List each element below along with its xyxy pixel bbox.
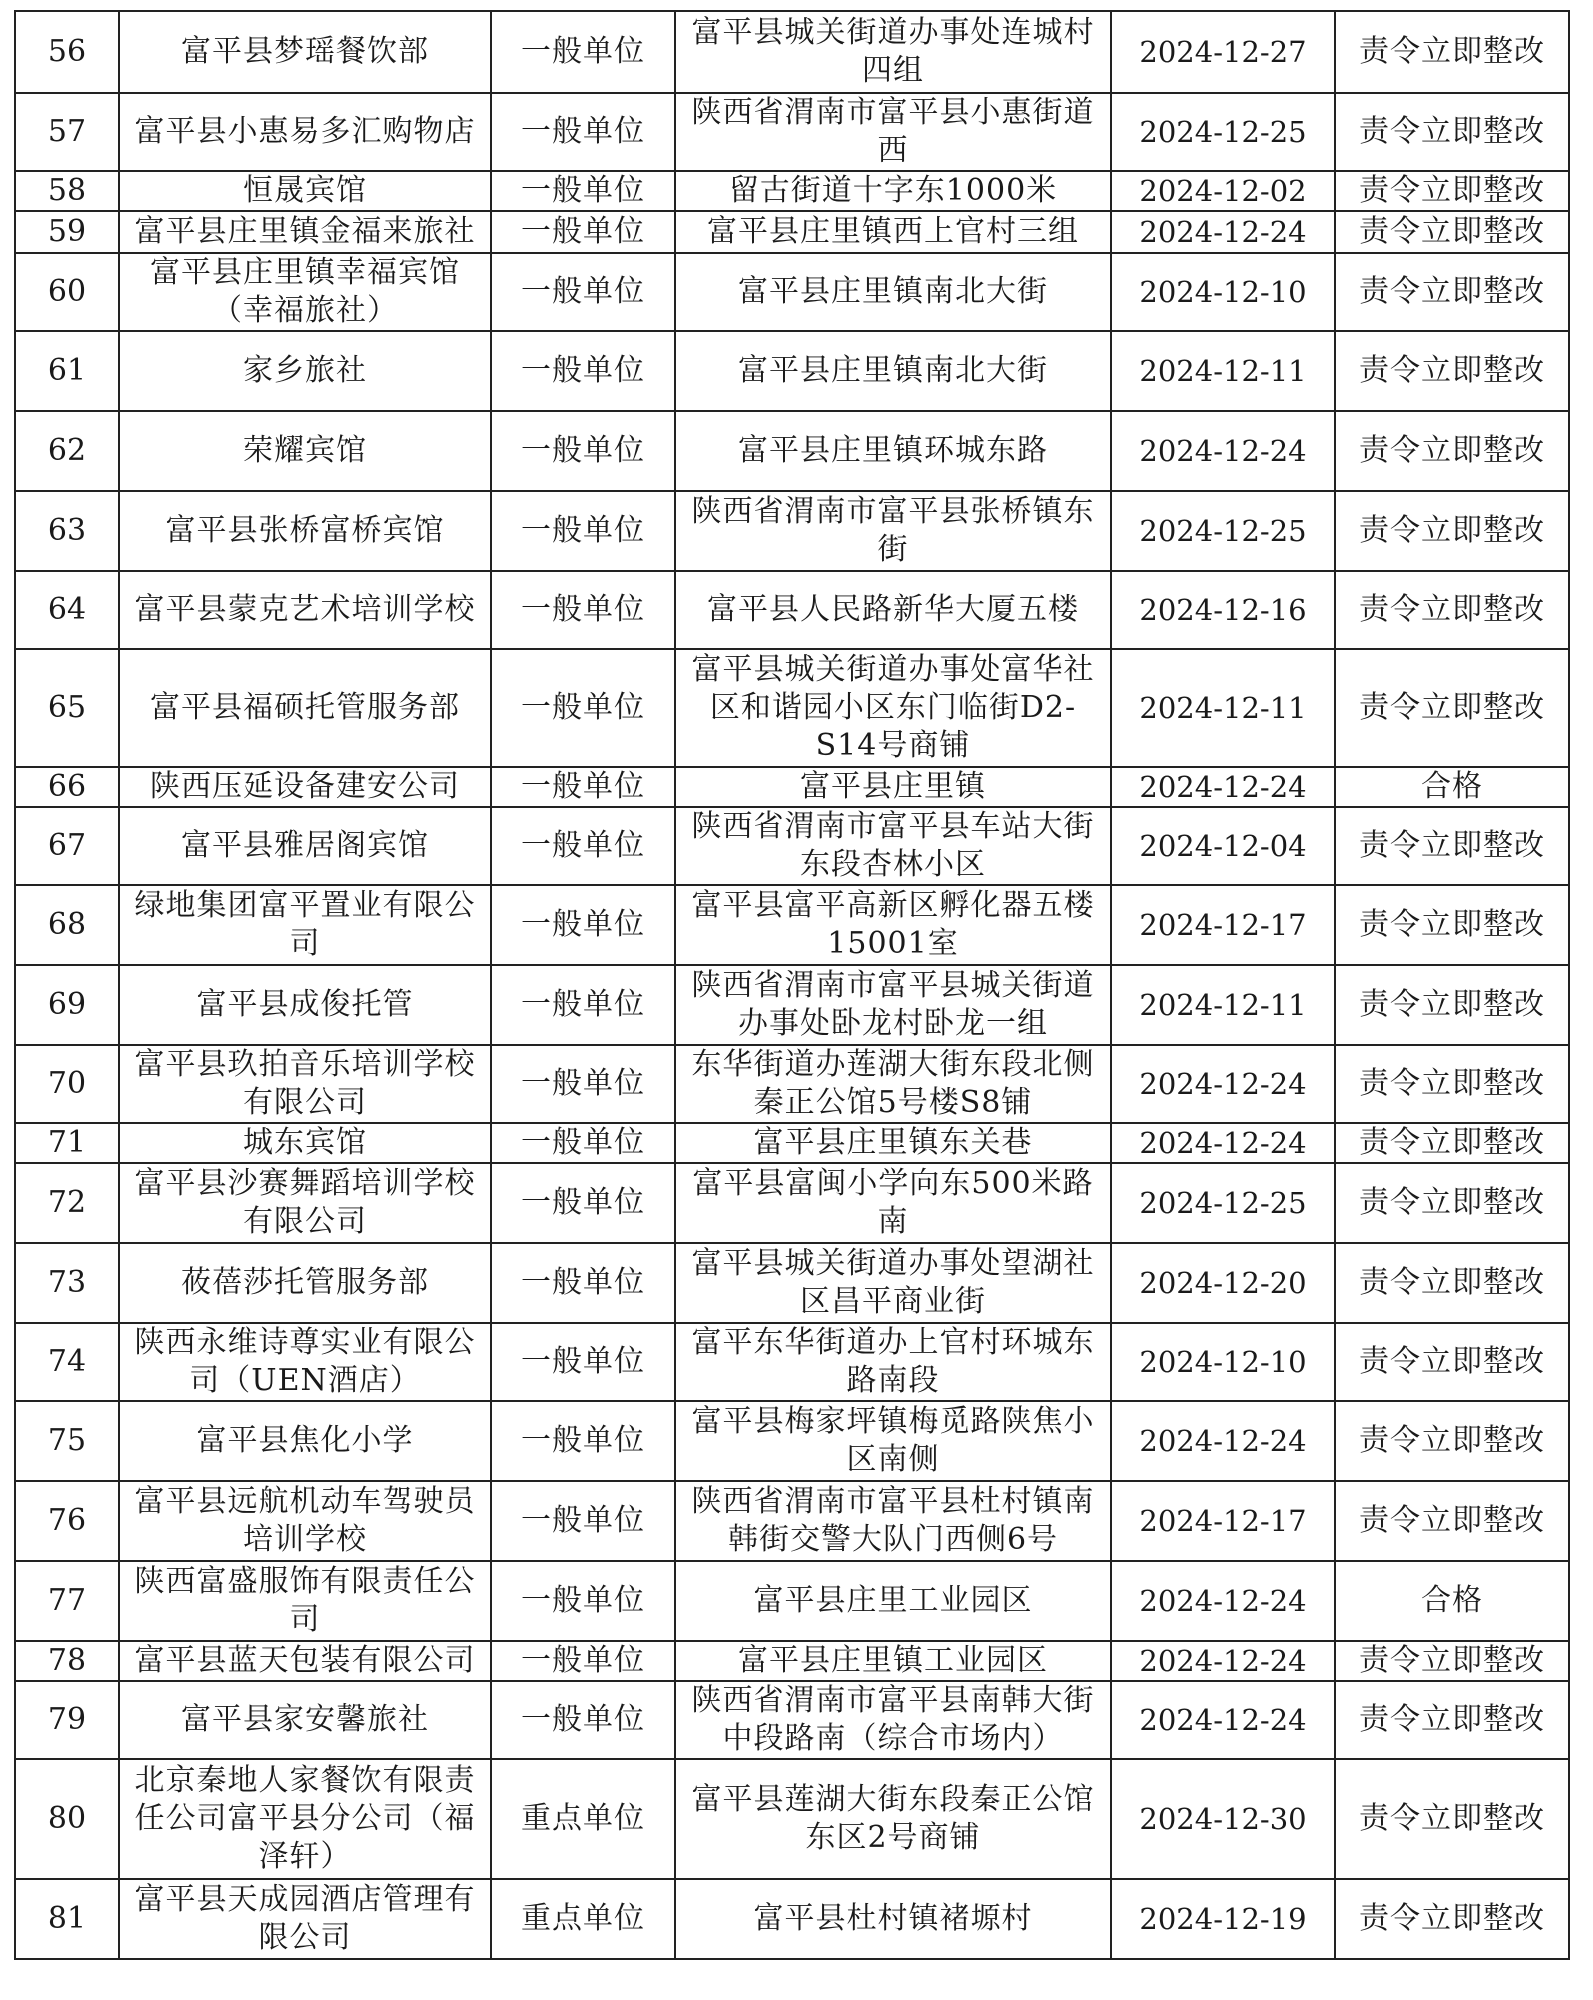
unit-name: 陕西富盛服饰有限责任公司 bbox=[119, 1561, 491, 1641]
unit-address: 富平县城关街道办事处连城村四组 bbox=[675, 11, 1111, 93]
table-row bbox=[15, 1879, 1569, 1959]
unit-name: 富平县梦瑶餐饮部 bbox=[119, 11, 491, 93]
inspection-result: 责令立即整改 bbox=[1335, 171, 1569, 211]
inspection-result: 责令立即整改 bbox=[1335, 411, 1569, 491]
unit-address: 富平县城关街道办事处望湖社区昌平商业街 bbox=[675, 1243, 1111, 1323]
inspection-date: 2024-12-25 bbox=[1111, 491, 1335, 571]
inspection-date: 2024-12-24 bbox=[1111, 1401, 1335, 1481]
row-number: 66 bbox=[15, 767, 119, 807]
unit-address: 富平县庄里镇西上官村三组 bbox=[675, 211, 1111, 253]
unit-address: 富平县梅家坪镇梅觅路陕焦小区南侧 bbox=[675, 1401, 1111, 1481]
inspection-table-page bbox=[14, 10, 1568, 1960]
table-row bbox=[15, 767, 1569, 807]
table-row bbox=[15, 411, 1569, 491]
row-number: 70 bbox=[15, 1045, 119, 1123]
unit-type: 一般单位 bbox=[491, 171, 675, 211]
row-number: 72 bbox=[15, 1163, 119, 1243]
table-row bbox=[15, 807, 1569, 885]
inspection-result: 责令立即整改 bbox=[1335, 1481, 1569, 1561]
unit-type: 一般单位 bbox=[491, 807, 675, 885]
row-number: 64 bbox=[15, 571, 119, 649]
inspection-date: 2024-12-11 bbox=[1111, 331, 1335, 411]
inspection-result: 责令立即整改 bbox=[1335, 1879, 1569, 1959]
inspection-result: 责令立即整改 bbox=[1335, 211, 1569, 253]
unit-address: 留古街道十字东1000米 bbox=[675, 171, 1111, 211]
inspection-result: 责令立即整改 bbox=[1335, 649, 1569, 767]
unit-name: 富平县沙赛舞蹈培训学校有限公司 bbox=[119, 1163, 491, 1243]
unit-name: 荣耀宾馆 bbox=[119, 411, 491, 491]
inspection-result: 合格 bbox=[1335, 1561, 1569, 1641]
row-number: 75 bbox=[15, 1401, 119, 1481]
inspection-date: 2024-12-10 bbox=[1111, 1323, 1335, 1401]
unit-name: 富平县天成园酒店管理有限公司 bbox=[119, 1879, 491, 1959]
table-row bbox=[15, 11, 1569, 93]
row-number: 58 bbox=[15, 171, 119, 211]
inspection-date: 2024-12-25 bbox=[1111, 1163, 1335, 1243]
row-number: 65 bbox=[15, 649, 119, 767]
unit-type: 重点单位 bbox=[491, 1759, 675, 1879]
inspection-date: 2024-12-25 bbox=[1111, 93, 1335, 171]
inspection-date: 2024-12-10 bbox=[1111, 253, 1335, 331]
inspection-date: 2024-12-24 bbox=[1111, 767, 1335, 807]
unit-name: 绿地集团富平置业有限公司 bbox=[119, 885, 491, 965]
unit-address: 富平县富闽小学向东500米路南 bbox=[675, 1163, 1111, 1243]
table-row bbox=[15, 171, 1569, 211]
table-row bbox=[15, 1123, 1569, 1163]
unit-type: 一般单位 bbox=[491, 1481, 675, 1561]
table-row bbox=[15, 649, 1569, 767]
row-number: 69 bbox=[15, 965, 119, 1045]
unit-type: 一般单位 bbox=[491, 1243, 675, 1323]
table-row bbox=[15, 1561, 1569, 1641]
row-number: 68 bbox=[15, 885, 119, 965]
table-row bbox=[15, 331, 1569, 411]
inspection-result: 责令立即整改 bbox=[1335, 491, 1569, 571]
inspection-date: 2024-12-16 bbox=[1111, 571, 1335, 649]
inspection-date: 2024-12-24 bbox=[1111, 1641, 1335, 1681]
table-row bbox=[15, 885, 1569, 965]
unit-address: 富平县庄里镇南北大街 bbox=[675, 253, 1111, 331]
inspection-result: 责令立即整改 bbox=[1335, 1681, 1569, 1759]
unit-name: 陕西永维诗尊实业有限公司（UEN酒店） bbox=[119, 1323, 491, 1401]
unit-type: 一般单位 bbox=[491, 411, 675, 491]
row-number: 63 bbox=[15, 491, 119, 571]
inspection-result: 责令立即整改 bbox=[1335, 1641, 1569, 1681]
table-row bbox=[15, 1481, 1569, 1561]
unit-type: 一般单位 bbox=[491, 1681, 675, 1759]
unit-type: 重点单位 bbox=[491, 1879, 675, 1959]
row-number: 57 bbox=[15, 93, 119, 171]
inspection-table bbox=[14, 10, 1570, 1960]
unit-type: 一般单位 bbox=[491, 649, 675, 767]
inspection-date: 2024-12-24 bbox=[1111, 211, 1335, 253]
table-row bbox=[15, 1401, 1569, 1481]
unit-name: 北京秦地人家餐饮有限责任公司富平县分公司（福泽轩） bbox=[119, 1759, 491, 1879]
unit-type: 一般单位 bbox=[491, 1641, 675, 1681]
unit-type: 一般单位 bbox=[491, 1123, 675, 1163]
row-number: 67 bbox=[15, 807, 119, 885]
unit-name: 富平县庄里镇金福来旅社 bbox=[119, 211, 491, 253]
inspection-date: 2024-12-11 bbox=[1111, 965, 1335, 1045]
unit-type: 一般单位 bbox=[491, 331, 675, 411]
row-number: 61 bbox=[15, 331, 119, 411]
inspection-result: 责令立即整改 bbox=[1335, 1045, 1569, 1123]
table-row bbox=[15, 1759, 1569, 1879]
inspection-date: 2024-12-02 bbox=[1111, 171, 1335, 211]
unit-address: 富平县富平高新区孵化器五楼15001室 bbox=[675, 885, 1111, 965]
inspection-date: 2024-12-19 bbox=[1111, 1879, 1335, 1959]
unit-name: 城东宾馆 bbox=[119, 1123, 491, 1163]
unit-address: 富平县杜村镇褚塬村 bbox=[675, 1879, 1111, 1959]
inspection-date: 2024-12-24 bbox=[1111, 1123, 1335, 1163]
unit-name: 家乡旅社 bbox=[119, 331, 491, 411]
row-number: 78 bbox=[15, 1641, 119, 1681]
inspection-result: 责令立即整改 bbox=[1335, 1323, 1569, 1401]
unit-address: 富平县人民路新华大厦五楼 bbox=[675, 571, 1111, 649]
unit-address: 东华街道办莲湖大街东段北侧秦正公馆5号楼S8铺 bbox=[675, 1045, 1111, 1123]
unit-name: 莜蓓莎托管服务部 bbox=[119, 1243, 491, 1323]
table-row bbox=[15, 1163, 1569, 1243]
table-row bbox=[15, 1641, 1569, 1681]
unit-address: 陕西省渭南市富平县杜村镇南韩街交警大队门西侧6号 bbox=[675, 1481, 1111, 1561]
unit-address: 陕西省渭南市富平县小惠街道西 bbox=[675, 93, 1111, 171]
unit-name: 富平县张桥富桥宾馆 bbox=[119, 491, 491, 571]
inspection-result: 责令立即整改 bbox=[1335, 93, 1569, 171]
inspection-date: 2024-12-27 bbox=[1111, 11, 1335, 93]
row-number: 74 bbox=[15, 1323, 119, 1401]
inspection-date: 2024-12-30 bbox=[1111, 1759, 1335, 1879]
inspection-result: 责令立即整改 bbox=[1335, 1759, 1569, 1879]
unit-address: 陕西省渭南市富平县车站大街东段杏林小区 bbox=[675, 807, 1111, 885]
table-row bbox=[15, 93, 1569, 171]
unit-name: 富平县福硕托管服务部 bbox=[119, 649, 491, 767]
table-row bbox=[15, 1323, 1569, 1401]
row-number: 60 bbox=[15, 253, 119, 331]
inspection-date: 2024-12-17 bbox=[1111, 1481, 1335, 1561]
inspection-result: 责令立即整改 bbox=[1335, 571, 1569, 649]
inspection-date: 2024-12-20 bbox=[1111, 1243, 1335, 1323]
inspection-result: 责令立即整改 bbox=[1335, 1401, 1569, 1481]
inspection-result: 责令立即整改 bbox=[1335, 1243, 1569, 1323]
unit-name: 富平县庄里镇幸福宾馆（幸福旅社） bbox=[119, 253, 491, 331]
unit-address: 陕西省渭南市富平县城关街道办事处卧龙村卧龙一组 bbox=[675, 965, 1111, 1045]
unit-address: 富平县庄里镇南北大街 bbox=[675, 331, 1111, 411]
unit-name: 富平县蒙克艺术培训学校 bbox=[119, 571, 491, 649]
unit-address: 富平县城关街道办事处富华社区和谐园小区东门临街D2-S14号商铺 bbox=[675, 649, 1111, 767]
unit-type: 一般单位 bbox=[491, 1323, 675, 1401]
row-number: 76 bbox=[15, 1481, 119, 1561]
table-row bbox=[15, 571, 1569, 649]
unit-address: 陕西省渭南市富平县张桥镇东街 bbox=[675, 491, 1111, 571]
unit-address: 富平县庄里镇东关巷 bbox=[675, 1123, 1111, 1163]
inspection-date: 2024-12-24 bbox=[1111, 1681, 1335, 1759]
row-number: 62 bbox=[15, 411, 119, 491]
unit-type: 一般单位 bbox=[491, 571, 675, 649]
table-row bbox=[15, 965, 1569, 1045]
unit-address: 富平县庄里工业园区 bbox=[675, 1561, 1111, 1641]
inspection-result: 合格 bbox=[1335, 767, 1569, 807]
table-body bbox=[15, 11, 1569, 1959]
unit-address: 富平县庄里镇 bbox=[675, 767, 1111, 807]
table-row bbox=[15, 1045, 1569, 1123]
inspection-result: 责令立即整改 bbox=[1335, 807, 1569, 885]
unit-type: 一般单位 bbox=[491, 885, 675, 965]
table-row bbox=[15, 491, 1569, 571]
inspection-result: 责令立即整改 bbox=[1335, 331, 1569, 411]
inspection-date: 2024-12-24 bbox=[1111, 1561, 1335, 1641]
row-number: 81 bbox=[15, 1879, 119, 1959]
inspection-date: 2024-12-11 bbox=[1111, 649, 1335, 767]
unit-type: 一般单位 bbox=[491, 211, 675, 253]
inspection-date: 2024-12-04 bbox=[1111, 807, 1335, 885]
row-number: 56 bbox=[15, 11, 119, 93]
table-row bbox=[15, 1243, 1569, 1323]
inspection-result: 责令立即整改 bbox=[1335, 885, 1569, 965]
unit-name: 陕西压延设备建安公司 bbox=[119, 767, 491, 807]
inspection-date: 2024-12-24 bbox=[1111, 411, 1335, 491]
unit-type: 一般单位 bbox=[491, 767, 675, 807]
unit-type: 一般单位 bbox=[491, 11, 675, 93]
unit-name: 富平县远航机动车驾驶员培训学校 bbox=[119, 1481, 491, 1561]
row-number: 59 bbox=[15, 211, 119, 253]
unit-type: 一般单位 bbox=[491, 1561, 675, 1641]
unit-name: 富平县焦化小学 bbox=[119, 1401, 491, 1481]
unit-name: 富平县玖拍音乐培训学校有限公司 bbox=[119, 1045, 491, 1123]
unit-address: 富平东华街道办上官村环城东路南段 bbox=[675, 1323, 1111, 1401]
inspection-result: 责令立即整改 bbox=[1335, 253, 1569, 331]
unit-address: 富平县庄里镇工业园区 bbox=[675, 1641, 1111, 1681]
inspection-date: 2024-12-24 bbox=[1111, 1045, 1335, 1123]
table-row bbox=[15, 253, 1569, 331]
row-number: 79 bbox=[15, 1681, 119, 1759]
row-number: 77 bbox=[15, 1561, 119, 1641]
unit-type: 一般单位 bbox=[491, 1401, 675, 1481]
inspection-result: 责令立即整改 bbox=[1335, 1163, 1569, 1243]
unit-name: 富平县成俊托管 bbox=[119, 965, 491, 1045]
inspection-result: 责令立即整改 bbox=[1335, 1123, 1569, 1163]
unit-type: 一般单位 bbox=[491, 1045, 675, 1123]
unit-address: 陕西省渭南市富平县南韩大街中段路南（综合市场内） bbox=[675, 1681, 1111, 1759]
unit-address: 富平县庄里镇环城东路 bbox=[675, 411, 1111, 491]
inspection-date: 2024-12-17 bbox=[1111, 885, 1335, 965]
row-number: 80 bbox=[15, 1759, 119, 1879]
unit-name: 富平县蓝天包装有限公司 bbox=[119, 1641, 491, 1681]
unit-type: 一般单位 bbox=[491, 491, 675, 571]
unit-type: 一般单位 bbox=[491, 93, 675, 171]
unit-name: 富平县小惠易多汇购物店 bbox=[119, 93, 491, 171]
inspection-result: 责令立即整改 bbox=[1335, 965, 1569, 1045]
unit-type: 一般单位 bbox=[491, 253, 675, 331]
unit-name: 富平县家安馨旅社 bbox=[119, 1681, 491, 1759]
row-number: 73 bbox=[15, 1243, 119, 1323]
row-number: 71 bbox=[15, 1123, 119, 1163]
unit-address: 富平县莲湖大街东段秦正公馆东区2号商铺 bbox=[675, 1759, 1111, 1879]
table-row bbox=[15, 1681, 1569, 1759]
table-row bbox=[15, 211, 1569, 253]
unit-type: 一般单位 bbox=[491, 1163, 675, 1243]
unit-name: 富平县雅居阁宾馆 bbox=[119, 807, 491, 885]
unit-name: 恒晟宾馆 bbox=[119, 171, 491, 211]
inspection-result: 责令立即整改 bbox=[1335, 11, 1569, 93]
unit-type: 一般单位 bbox=[491, 965, 675, 1045]
